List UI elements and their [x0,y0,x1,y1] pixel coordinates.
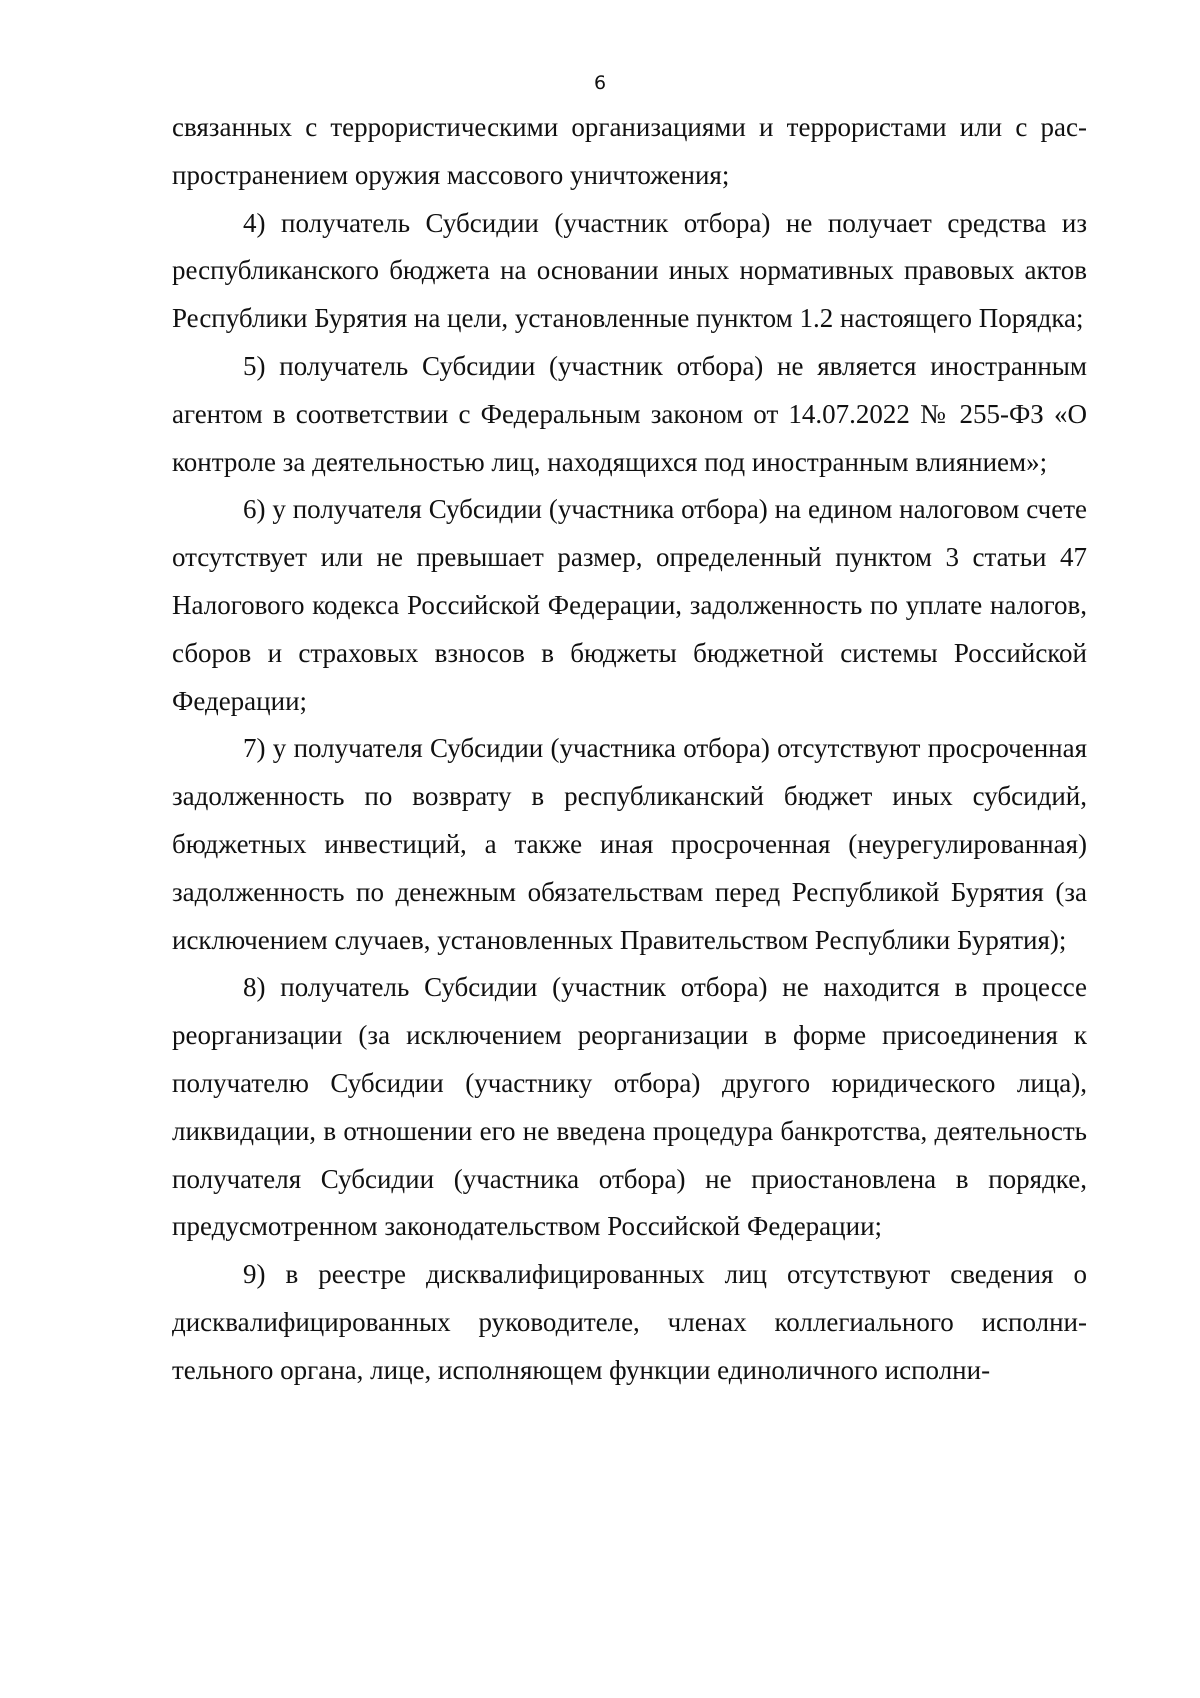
paragraph-item-5: 5) получатель Субсидии (участник отбора) не является иностранным агентом в соответствии с Федеральным законом от 14.07.2022 № 255-ФЗ «О контроле за деятельностью лиц, находящихся под иностранным влиянием»; [172,350,1087,477]
paragraph-item-7: 7) у получателя Субсидии (участника отбора) отсутствуют просроченная задолженность по возврату в республиканский бюджет иных субсидий, бюджетных инвестиций, а также иная просроченная (неурегулированная) задолженность по денежным обязательствам перед Республикой Бурятия (за исключением случаев, установленных Правительством Республики Бурятия); [172,733,1087,955]
page-number: 6 [593,72,607,94]
paragraph-item-8: 8) получатель Субсидии (участник отбора) не находится в процессе реорганизации (за исключением реорганизации в форме присоединения к получателю Субсидии (участнику отбора) другого юридического лица), ликвидации, в отношении его не введена процедура банкротства, деятельность получателя Субсидии (участника отбора) не приостановлена в порядке, предусмотренном законодательством Российской Федерации; [172,972,1087,1242]
paragraph-item-4: 4) получатель Субсидии (участник отбора) не получает средства из республиканского бюджета на основании иных нормативных правовых актов Республики Бурятия на цели, установленные пунктом 1.2 настоящего Порядка; [172,207,1087,334]
paragraph-item-6: 6) у получателя Субсидии (участника отбора) на едином налоговом счете отсутствует или не превышает размер, определенный пунктом 3 статьи 47 Налогового кодекса Российской Федерации, задолженность по уплате налогов, сборов и страховых взносов в бюджеты бюджетной системы Российской Федерации; [172,494,1087,716]
paragraph-item-9: 9) в реестре дисквалифицированных лиц отсутствуют сведения о дисквалифицированных руководителе, членах коллегиального исполнительного органа, лице, исполняющем функции единоличного исполни- [172,1259,1087,1385]
paragraph-continuation: связанных с террористическими организациями и террористами или с распространением оружия массового уничтожения; [172,112,1087,190]
document-body [172,104,1087,1395]
